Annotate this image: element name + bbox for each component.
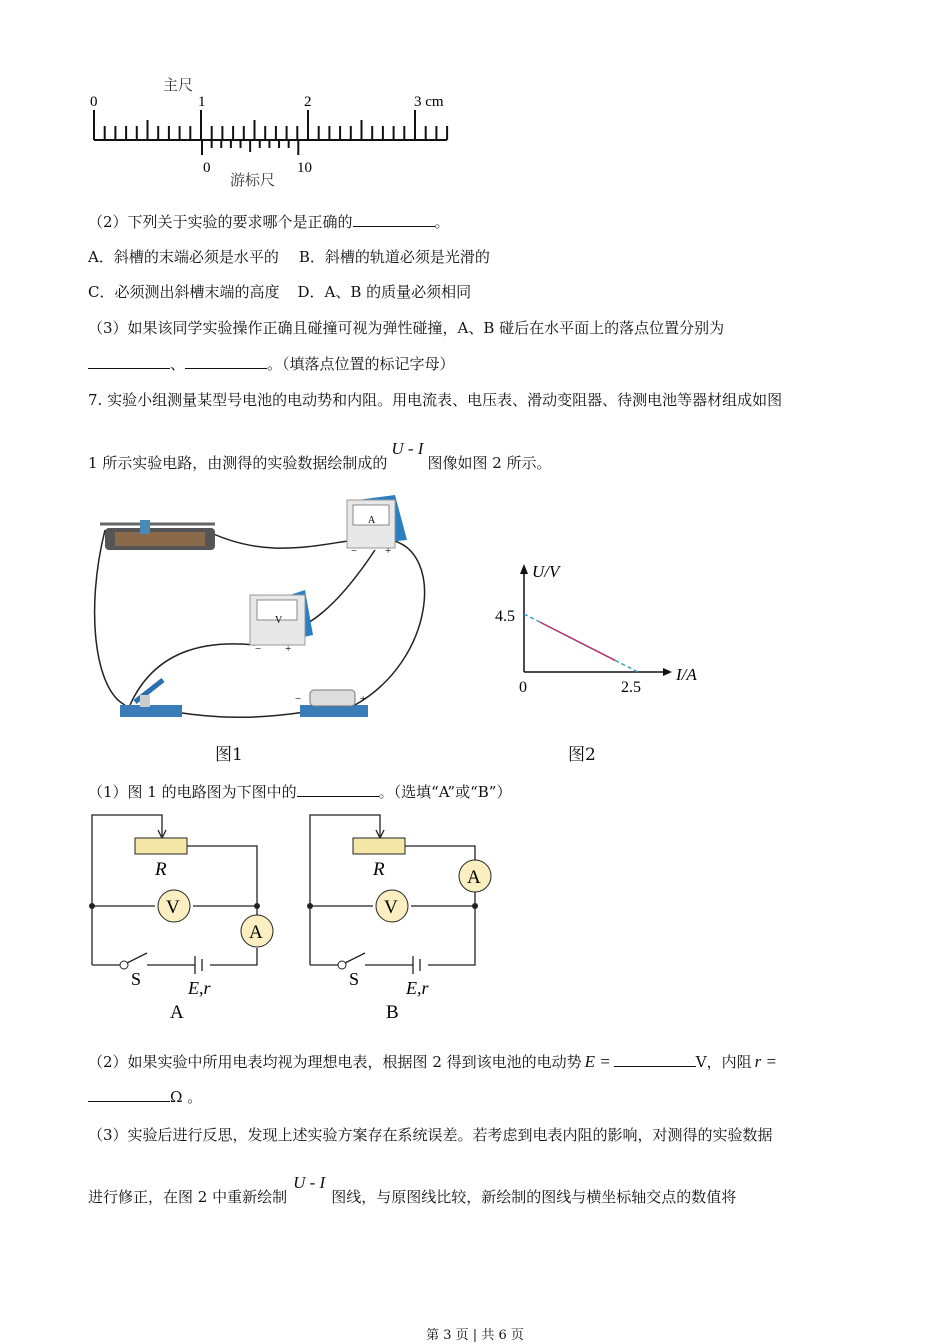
voltmeter-symbol: V [384,897,398,918]
y-tick-label: 4.5 [495,608,515,625]
plus-label: + [285,643,292,655]
q6-part2 [88,211,450,232]
minus-label: − [295,693,302,705]
rheostat [100,520,215,550]
ammeter [347,495,407,557]
tick-label: 0 [90,94,98,110]
y-axis-label: U/V [532,562,560,581]
resistor-label: R [155,859,167,880]
answer-blank[interactable] [297,782,379,797]
option-d: D．A、B 的质量必须相同 [297,283,472,301]
q7-part3: （3）实验后进行反思，发现上述实验方案存在系统误差。若考虑到电表内阻的影响，对测得的实验数据 [88,1126,773,1144]
text: 、 [170,355,186,373]
tick-label: 10 [297,160,312,176]
vernier-scale-label: 游标尺 [230,173,276,189]
main-scale-label: 主尺 [163,78,194,94]
q6-part3-answer [88,353,455,374]
emf-answer-blank[interactable] [614,1052,696,1067]
resistance-answer-blank[interactable] [88,1087,170,1102]
text: （2）如果实验中所用电表均视为理想电表，根据图 2 得到该电池的电动势 [88,1053,582,1071]
text: （1）图 1 的电路图为下图中的 [88,783,297,801]
emf-symbol: E = [584,1052,611,1071]
ammeter-label: A [368,515,376,526]
switch-label: S [349,969,360,989]
x-tick-label: 2.5 [621,679,641,696]
option-a: A．斜槽的末端必须是水平的 [88,248,279,266]
figure-2-ui-graph [480,550,720,710]
x-axis-label: I/A [676,665,697,684]
option-b: B．斜槽的轨道必须是光滑的 [298,248,490,266]
plus-label: + [385,545,392,557]
ui-symbol: U - I [391,439,424,458]
switch-label: S [131,969,142,989]
q7-part2-cont [88,1086,202,1107]
text: 图像如图 2 所示。 [427,454,552,472]
ui-symbol: U - I [293,1173,326,1192]
q7-part1 [88,781,511,802]
dashed-extension [615,660,638,672]
plus-label: + [360,693,367,705]
page-footer: 第 3 页 | 共 6 页 [426,1328,524,1343]
answer-blank[interactable] [88,354,170,369]
circuit-a-label: A [170,1002,184,1023]
switch [120,680,182,717]
resistor-label: R [373,859,385,880]
q7-part2 [88,1051,777,1072]
figure-2-caption: 图2 [568,745,596,765]
text: 1 所示实验电路，由测得的实验数据绘制成的 [88,454,388,472]
tick-label: 1 [198,94,206,110]
text: Ω 。 [170,1088,203,1106]
text: 。（选填“A”或“B”） [378,783,512,801]
tick-label: 2 [304,94,312,110]
text: V，内阻 [695,1053,752,1071]
answer-blank[interactable] [185,354,267,369]
q6-part3: （3）如果该同学实验操作正确且碰撞可视为弹性碰撞，A、B 碰后在水平面上的落点位置分别为 [88,319,725,337]
battery-label: E,r [188,978,211,998]
vernier-caliper-figure [85,72,465,192]
text: 进行修正，在图 2 中重新绘制 [88,1188,288,1206]
minus-label: − [255,643,262,655]
circuit-b-label: B [386,1002,399,1023]
origin-label: 0 [519,679,527,696]
battery-label: E,r [406,978,429,998]
circuit-diagram-a [85,808,285,1028]
tick-label: 3 cm [414,94,444,110]
text: （2）下列关于实验的要求哪个是正确的 [88,213,353,231]
dashed-extension [524,614,540,622]
voltmeter-symbol: V [166,897,180,918]
text: 。（填落点位置的标记字母） [267,355,455,373]
circuit-diagram-b [303,808,503,1028]
option-c: C．必须测出斜槽末端的高度 [88,283,280,301]
minus-label: − [351,545,358,557]
ammeter-symbol: A [249,922,263,943]
text: 。 [434,213,450,231]
options-row-2 [88,281,471,302]
voltmeter [250,590,313,655]
q7-part3-cont [88,1173,737,1207]
q7-stem-2 [88,439,552,473]
options-row-1 [88,246,490,267]
figure-1-caption: 图1 [215,745,243,765]
answer-blank[interactable] [353,212,435,227]
data-line [540,622,615,660]
resistance-symbol: r = [754,1052,777,1071]
tick-label: 0 [203,160,211,176]
voltmeter-label: V [275,615,283,626]
text: 图线，与原图线比较，新绘制的图线与横坐标轴交点的数值将 [331,1188,737,1206]
ammeter-symbol: A [467,867,481,888]
figure-1-apparatus [85,490,445,730]
q7-stem: 7. 实验小组测量某型号电池的电动势和内阻。用电流表、电压表、滑动变阻器、待测电池等器材组成如图 [88,391,783,409]
